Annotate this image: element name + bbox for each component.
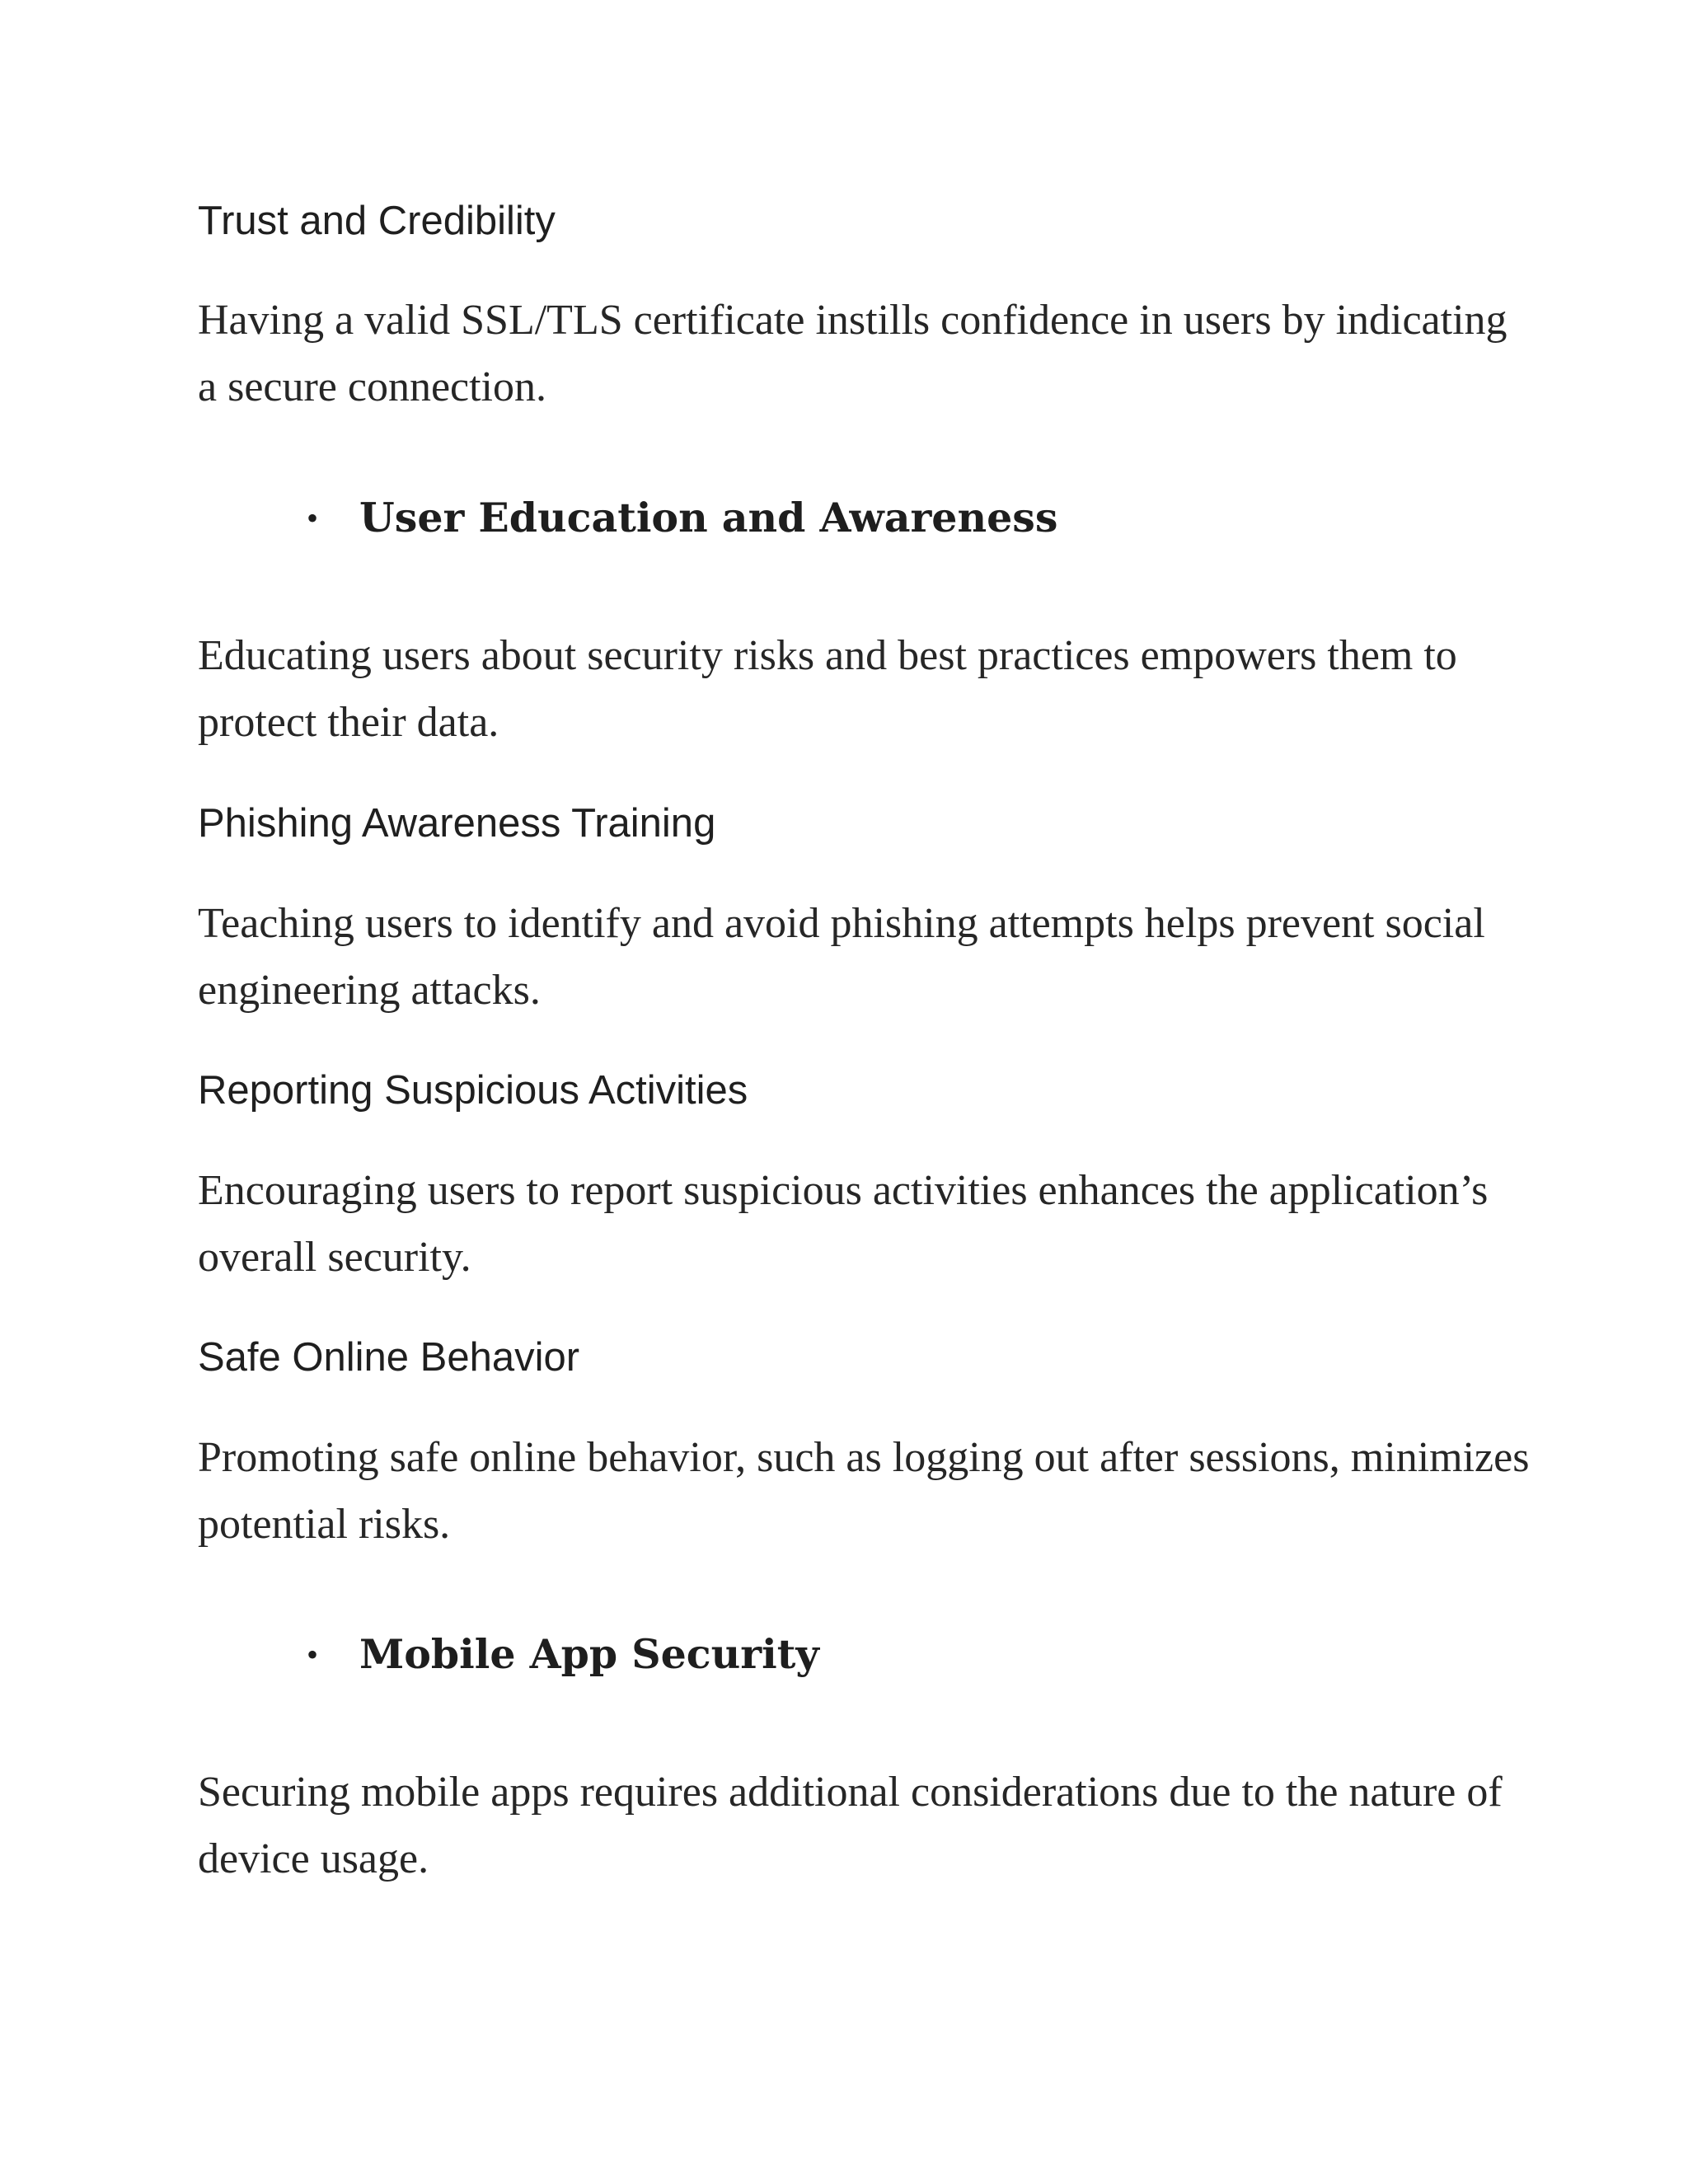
bullet-heading-text: User Education and Awareness [359, 494, 1058, 541]
section-heading-safe-behavior: Safe Online Behavior [198, 1335, 580, 1380]
section-heading-trust: Trust and Credibility [198, 199, 556, 243]
bullet-glyph: • [307, 499, 319, 537]
paragraph-user-education: Educating users about security risks and best practices empowers them to protect their data. [198, 632, 1457, 746]
bullet-heading-user-education [307, 493, 1461, 542]
bullet-glyph: • [307, 1635, 319, 1673]
paragraph-mobile-security: Securing mobile apps requires additional considerations due to the nature of device usage. [198, 1769, 1503, 1882]
paragraph-safe-behavior: Promoting safe online behavior, such as logging out after sessions, minimizes potential risks. [198, 1434, 1530, 1548]
paragraph-reporting: Encouraging users to report suspicious activities enhances the application’s overall security. [198, 1167, 1489, 1281]
section-heading-reporting: Reporting Suspicious Activities [198, 1068, 748, 1113]
paragraph-phishing: Teaching users to identify and avoid phishing attempts helps prevent social engineering attacks. [198, 900, 1485, 1014]
paragraph-trust: Having a valid SSL/TLS certificate instills confidence in users by indicating a secure connection. [198, 297, 1507, 410]
bullet-heading-mobile-security [307, 1629, 1461, 1679]
bullet-heading-text: Mobile App Security [359, 1630, 819, 1678]
section-heading-phishing: Phishing Awareness Training [198, 801, 716, 846]
